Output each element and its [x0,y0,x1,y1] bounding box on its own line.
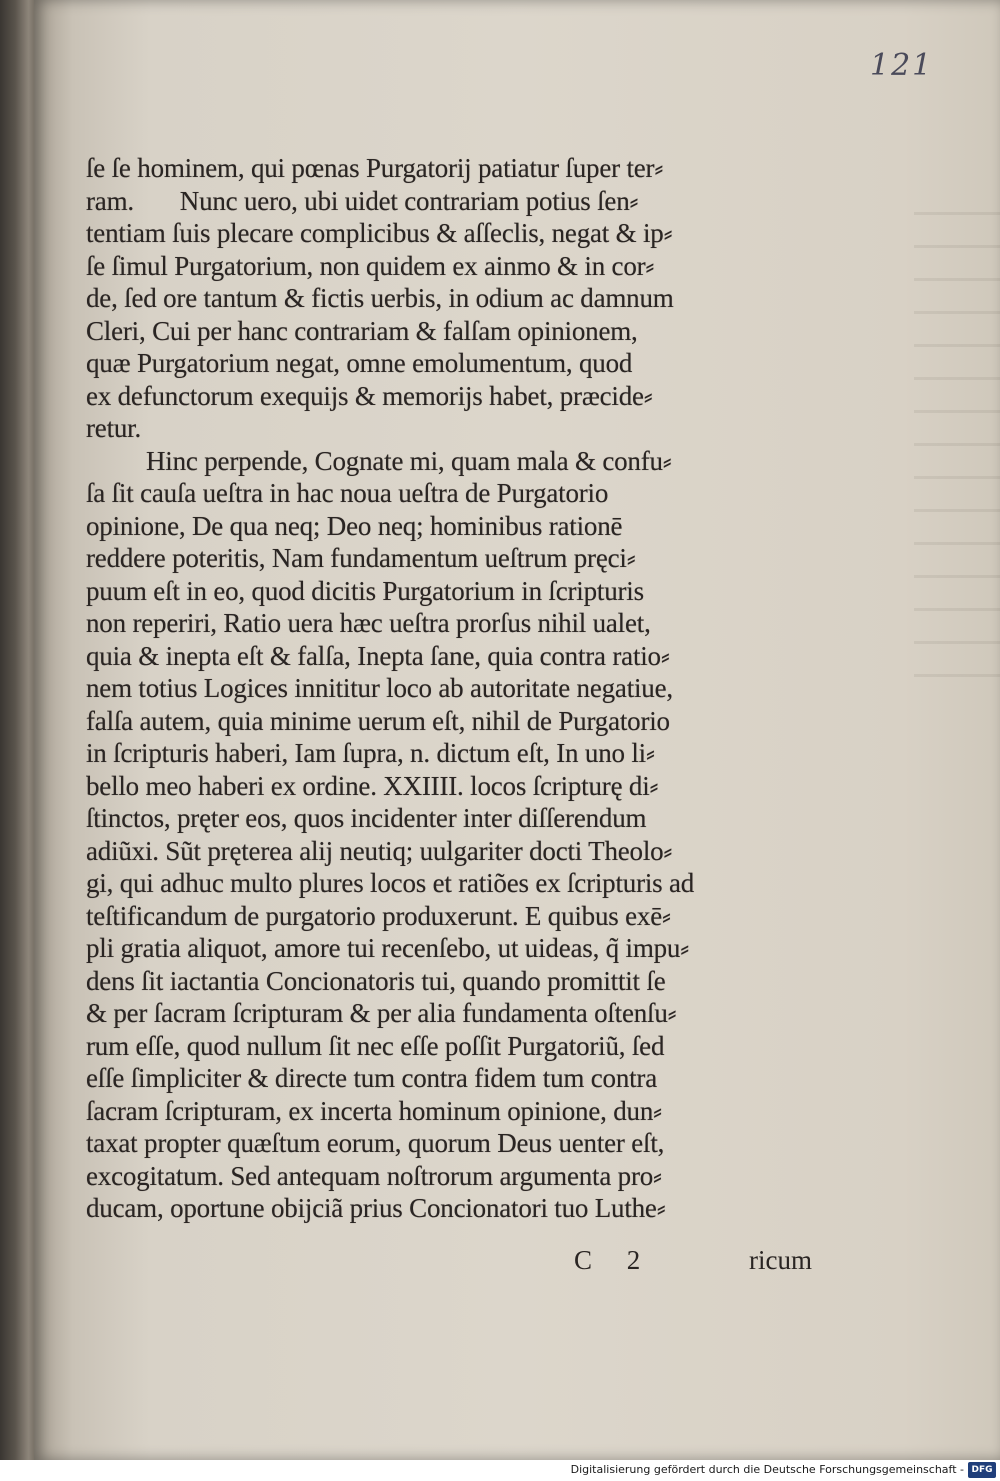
body-text [86,152,816,1225]
text-line: non reperiri, Ratio uera hæc ueſtra prorſus nihil ualet, [86,608,651,638]
text-line: opinione, De qua neq; Deo neq; hominibus rationē [86,510,623,541]
text-line: ſa ſit cauſa ueſtra in hac noua ueſtra de Purgatorio [86,478,609,508]
text-line: adiũxi. Sũt pręterea alij neutiq; uulgariter docti Theolo⸗ [86,835,673,866]
text-line: puum eſt in eo, quod dicitis Purgatorium in ſcripturis [86,575,644,606]
folio-number: 121 [870,48,934,83]
text-line: gi, qui adhuc multo plures locos et ratiões ex ſcripturis ad [86,868,695,898]
text-line: pli gratia aliquot, amore tui recenſebo, ut uideas, q̃ impu⸗ [86,933,690,963]
signature-mark: C 2 [574,1245,655,1275]
text-line: quæ Purgatorium negat, omne emolumentum, quod [86,348,633,378]
text-line: nem totius Logices innititur loco ab autoritate negatiue, [86,673,673,703]
text-line: taxat propter quæſtum eorum, quorum Deus uenter eſt, [86,1128,665,1158]
text-line: bello meo haberi ex ordine. XXIIII. locos ſcripturę di⸗ [86,770,659,801]
text-line: excogitatum. Sed antequam noſtrorum argumenta pro⸗ [86,1160,662,1191]
dfg-logo: DFG [968,1462,996,1478]
text-line: Cleri, Cui per hanc contrariam & falſam opinionem, [86,315,638,346]
paragraph-start-line: Hinc perpende, Cognate mi, quam mala & confu⸗ [146,445,672,476]
binding-edge [0,0,38,1460]
text-line: in ſcripturis haberi, Iam ſupra, n. dictum eſt, In uno li⸗ [86,738,655,768]
text-line: ſtinctos, pręter eos, quos incidenter inter diſſerendum [86,803,647,833]
text-line: dens ſit iactantia Concionatoris tui, quando promittit ſe [86,965,666,996]
bleed-through [914,190,1000,690]
text-line: eſſe ſimpliciter & directe tum contra fidem tum contra [86,1063,657,1093]
text-line: de, ſed ore tantum & fictis uerbis, in odium ac damnum [86,283,674,313]
text-line: ſe ſimul Purgatorium, non quidem ex ainmo & in cor⸗ [86,250,655,281]
funding-credit: Digitalisierung gefördert durch die Deutsche Forschungsgemeinschaft - [570,1463,964,1476]
page-foot [86,1245,816,1285]
text-line: rum eſſe, quod nullum ſit nec eſſe poſſit Purgatoriũ, ſed [86,1030,665,1061]
text-line: retur. [86,413,142,443]
text-line: falſa autem, quia minime uerum eſt, nihil de Purgatorio [86,705,670,736]
text-line: ram. Nunc uero, ubi uidet contrariam potius ſen⸗ [86,185,639,216]
text-line: ducam, oportune obijciã prius Concionatori tuo Luthe⸗ [86,1193,666,1223]
text-line: ſacram ſcripturam, ex incerta hominum opinione, dun⸗ [86,1095,662,1126]
text-line: & per ſacram ſcripturam & per alia fundamenta oſtenſu⸗ [86,998,677,1028]
text-line: teſtificandum de purgatorio produxerunt. E quibus exē⸗ [86,900,671,931]
text-line: reddere poteritis, Nam fundamentum ueſtrum pręci⸗ [86,543,636,573]
text-line: ſe ſe hominem, qui pœnas Purgatorij patiatur ſuper ter⸗ [86,153,664,183]
text-line: tentiam ſuis plecare complicibus & aſſeclis, negat & ip⸗ [86,218,673,248]
text-line: quia & inepta eſt & falſa, Inepta ſane, quia contra ratio⸗ [86,640,670,671]
catchword: ricum [749,1245,812,1275]
text-line: ex defunctorum exequijs & memorijs habet, præcide⸗ [86,380,653,411]
